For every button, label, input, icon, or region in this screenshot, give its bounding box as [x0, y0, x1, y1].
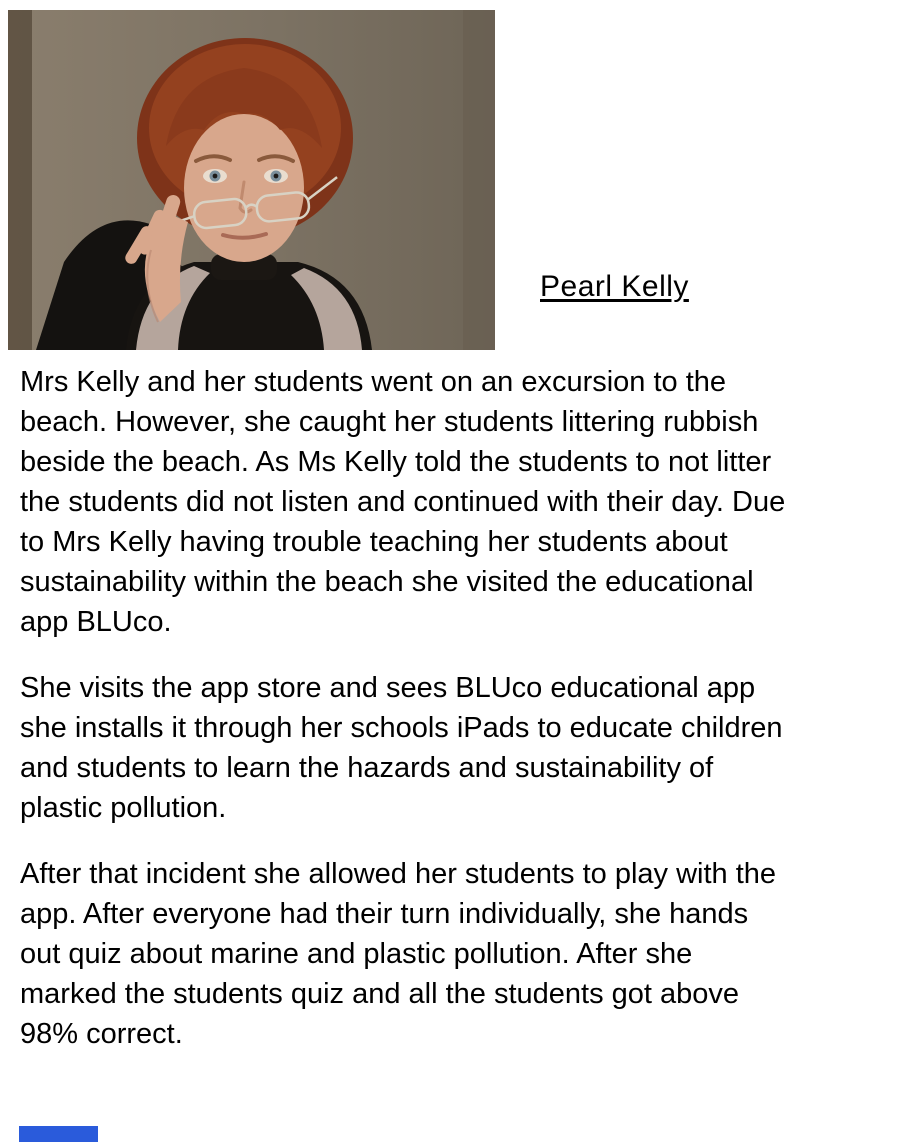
text-line: 98% correct.: [20, 1018, 183, 1050]
portrait-illustration: [8, 10, 495, 350]
text-line: beside the beach. As Ms Kelly told the students to not litter: [20, 446, 772, 478]
text-line: plastic pollution.: [20, 792, 227, 824]
text-line: She visits the app store and sees BLUco educational app: [20, 672, 756, 704]
text-line: After that incident she allowed her students to play with the: [20, 858, 777, 890]
paragraph-3: [20, 854, 918, 1054]
caption-pearl-kelly: Pearl Kelly: [540, 270, 689, 303]
story-text: [20, 362, 918, 1080]
text-line: the students did not listen and continued with their day. Due: [20, 486, 786, 518]
text-line: sustainability within the beach she visited the educational: [20, 566, 754, 598]
text-line: marked the students quiz and all the students got above: [20, 978, 740, 1010]
text-line: app BLUco.: [20, 606, 172, 638]
next-section-partial-blue-bar: [19, 1126, 98, 1142]
text-line: and students to learn the hazards and sustainability of: [20, 752, 714, 784]
text-line: Mrs Kelly and her students went on an excursion to the: [20, 366, 727, 398]
text-line: beach. However, she caught her students littering rubbish: [20, 406, 759, 438]
text-line: out quiz about marine and plastic pollution. After she: [20, 938, 693, 970]
teacher-photo: [8, 10, 495, 350]
paragraph-2: [20, 668, 918, 828]
text-line: app. After everyone had their turn individually, she hands: [20, 898, 749, 930]
text-line: she installs it through her schools iPads to educate children: [20, 712, 783, 744]
text-line: to Mrs Kelly having trouble teaching her students about: [20, 526, 728, 558]
paragraph-1: [20, 362, 918, 642]
